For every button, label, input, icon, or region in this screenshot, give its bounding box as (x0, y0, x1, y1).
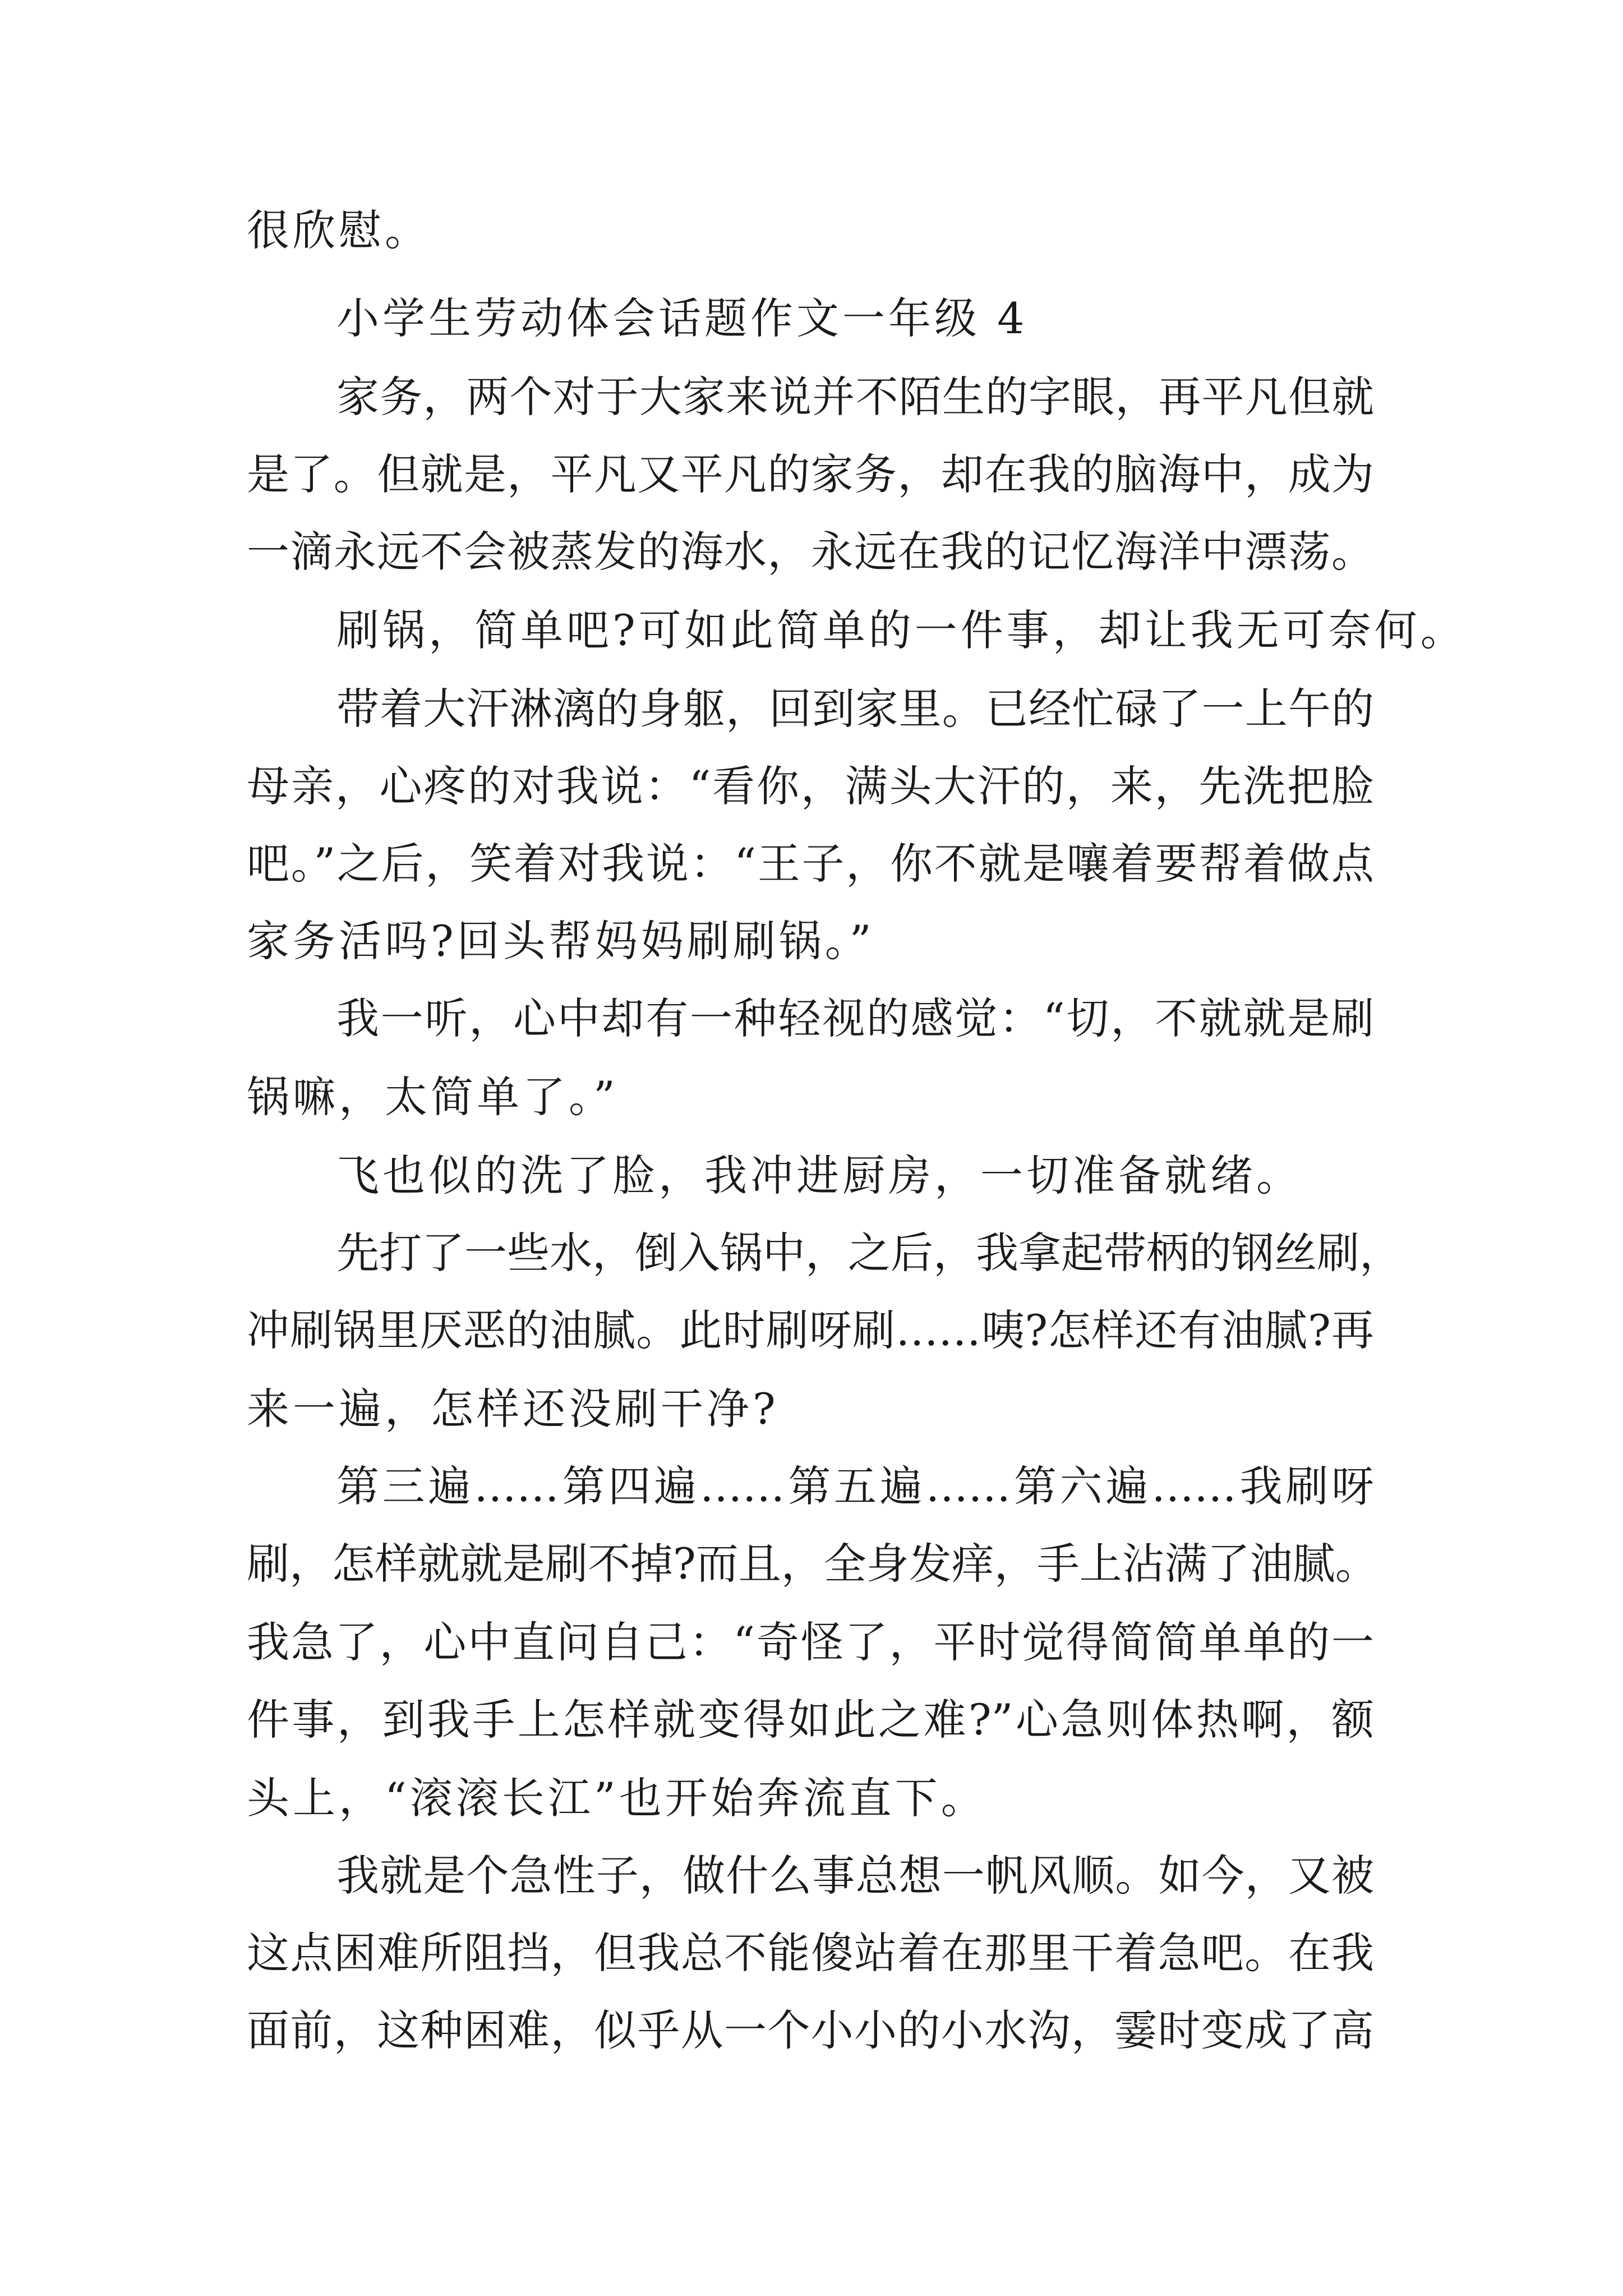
paragraph-line: 这点困难所阻挡，但我总不能傻站着在那里干着急吧。在我 (247, 1928, 1374, 1978)
paragraph-line: 是了。但就是，平凡又平凡的家务，却在我的脑海中，成为 (247, 449, 1374, 499)
paragraph-line: 飞也似的洗了脸，我冲进厨房，一切准备就绪。 (336, 1151, 1302, 1200)
paragraph-line: 母亲，心疼的对我说：“看你，满头大汗的，来，先洗把脸 (247, 761, 1374, 811)
paragraph-line: 刷，怎样就就是刷不掉?而且，全身发痒，手上沾满了油腻。 (247, 1539, 1378, 1589)
paragraph-line: 先打了一些水，倒入锅中，之后，我拿起带柄的钢丝刷， (336, 1228, 1402, 1278)
paragraph-line: 刷锅，简单吧?可如此简单的一件事，却让我无可奈何。 (336, 605, 1467, 655)
paragraph-line: 锅嘛，太简单了。” (247, 1072, 619, 1122)
paragraph-line: 家务，两个对于大家来说并不陌生的字眼，再平凡但就 (336, 372, 1374, 422)
paragraph-line: 第三遍……第四遍……第五遍……第六遍……我刷呀 (336, 1461, 1374, 1511)
paragraph-line: 来一遍，怎样还没刷干净? (247, 1384, 779, 1434)
section-title: 小学生劳动体会话题作文一年级 4 (336, 293, 1028, 343)
paragraph-line: 很欣慰。 (247, 205, 431, 255)
paragraph-line: 我就是个急性子，做什么事总想一帆风顺。如今，又被 (336, 1851, 1374, 1901)
paragraph-line: 头上，“滚滚长江”也开始奔流直下。 (247, 1773, 987, 1823)
paragraph-line: 吧。”之后，笑着对我说：“王子，你不就是嚷着要帮着做点 (247, 839, 1374, 889)
paragraph-line: 我一听，心中却有一种轻视的感觉：“切，不就就是刷 (336, 993, 1374, 1043)
paragraph-line: 面前，这种困难，似乎从一个小小的小水沟，霎时变成了高 (247, 2005, 1374, 2055)
paragraph-line: 件事，到我手上怎样就变得如此之难?”心急则体热啊，额 (247, 1695, 1374, 1745)
paragraph-line: 我急了，心中直问自己：“奇怪了，平时觉得简简单单的一 (247, 1617, 1374, 1667)
paragraph-line: 带着大汗淋漓的身躯，回到家里。已经忙碌了一上午的 (336, 684, 1374, 734)
paragraph-line: 冲刷锅里厌恶的油腻。此时刷呀刷……咦?怎样还有油腻?再 (247, 1305, 1374, 1355)
paragraph-line: 家务活吗?回头帮妈妈刷刷锅。” (247, 916, 875, 966)
paragraph-line: 一滴永远不会被蒸发的海水，永远在我的记忆海洋中漂荡。 (247, 527, 1374, 577)
